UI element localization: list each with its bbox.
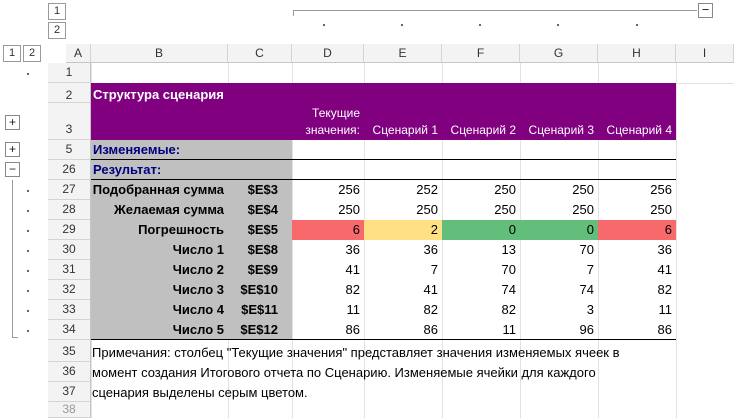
note-line-3: сценария выделены серым цветом. xyxy=(92,385,308,400)
row-header-37[interactable]: 37 xyxy=(48,382,91,402)
value-cell[interactable]: 3 xyxy=(586,302,594,317)
row-header-29[interactable]: 29 xyxy=(48,220,91,240)
value-cell[interactable]: 13 xyxy=(501,242,516,257)
row-header-30[interactable]: 30 xyxy=(48,240,91,260)
result-label[interactable]: Результат: xyxy=(93,162,162,177)
column-header-C[interactable]: C xyxy=(228,44,292,62)
row-outline-dot xyxy=(27,230,29,232)
row-header-33[interactable]: 33 xyxy=(48,300,91,320)
table-bottom-rule xyxy=(91,339,676,340)
column-group-line xyxy=(293,10,697,11)
row-name[interactable]: Число 4 xyxy=(172,302,224,317)
column-header-D[interactable]: D xyxy=(292,44,364,62)
value-cell[interactable]: 82 xyxy=(657,282,672,297)
row-header-3[interactable]: 3 xyxy=(48,103,91,140)
header-current-line1: Текущие xyxy=(312,106,360,120)
row-header-1[interactable]: 1 xyxy=(48,63,91,83)
value-cell[interactable]: 36 xyxy=(657,242,672,257)
header-current-line2: значения: xyxy=(305,123,360,137)
row-ref[interactable]: $E$10 xyxy=(240,282,278,297)
col-outline-dot xyxy=(557,24,559,26)
header-scenario-1: Сценарий 1 xyxy=(372,123,438,137)
changing-label[interactable]: Изменяемые: xyxy=(93,142,181,157)
row-name[interactable]: Погрешность xyxy=(138,222,224,237)
value-cell[interactable]: 74 xyxy=(501,282,516,297)
header-scenario-2: Сценарий 2 xyxy=(450,123,516,137)
value-cell[interactable]: 7 xyxy=(586,262,594,277)
col-outline-dot xyxy=(401,24,403,26)
value-cell[interactable]: 250 xyxy=(494,182,516,197)
col-outline-dot xyxy=(479,24,481,26)
row-name[interactable]: Число 3 xyxy=(172,282,224,297)
row-header-26[interactable]: 26 xyxy=(48,160,91,180)
value-cell[interactable]: 256 xyxy=(338,182,360,197)
column-group-start xyxy=(293,10,294,16)
row-group-expand-button-3[interactable]: + xyxy=(5,115,20,130)
row-outline-dot xyxy=(27,190,29,192)
row-outline-level-1-button[interactable]: 1 xyxy=(3,45,21,62)
value-cell[interactable]: 41 xyxy=(345,262,360,277)
column-header-I[interactable]: I xyxy=(676,44,734,62)
row-outline-dot xyxy=(27,250,29,252)
column-header-F[interactable]: F xyxy=(442,44,520,62)
value-cell[interactable]: 41 xyxy=(423,282,438,297)
value-cell[interactable]: 96 xyxy=(579,322,594,337)
col-outline-dot xyxy=(636,24,638,26)
row-header-34[interactable]: 34 xyxy=(48,320,91,340)
report-note[interactable] xyxy=(92,343,682,403)
error-cell-yellow[interactable]: 2 xyxy=(364,220,442,240)
row-group-collapse-button-26[interactable]: − xyxy=(5,162,20,177)
row-name[interactable]: Подобранная сумма xyxy=(92,182,224,197)
column-header-E[interactable]: E xyxy=(364,44,442,62)
value-cell[interactable]: 11 xyxy=(346,302,360,317)
value-cell[interactable]: 11 xyxy=(658,302,672,317)
value-cell[interactable]: 7 xyxy=(430,262,438,277)
row-header-27[interactable]: 27 xyxy=(48,180,91,200)
row-header-36[interactable]: 36 xyxy=(48,362,91,382)
row-outline-dot xyxy=(27,330,29,332)
value-cell[interactable]: 74 xyxy=(579,282,594,297)
value-cell[interactable]: 250 xyxy=(572,202,594,217)
value-cell[interactable]: 36 xyxy=(345,242,360,257)
header-scenario-4: Сценарий 4 xyxy=(606,123,672,137)
value-cell[interactable]: 82 xyxy=(345,282,360,297)
row-group-expand-button-5[interactable]: + xyxy=(5,142,20,157)
value-cell[interactable]: 250 xyxy=(572,182,594,197)
value-cell[interactable]: 82 xyxy=(501,302,516,317)
value-cell[interactable]: 86 xyxy=(423,322,438,337)
column-header-B[interactable]: B xyxy=(91,44,228,62)
header-scenario-3: Сценарий 3 xyxy=(528,123,594,137)
row-name[interactable]: Число 5 xyxy=(172,322,224,337)
row-header-35[interactable]: 35 xyxy=(48,340,91,362)
value-cell[interactable]: 252 xyxy=(416,182,438,197)
row-outline-dot xyxy=(27,310,29,312)
column-group-collapse-button[interactable]: − xyxy=(698,3,713,18)
error-cell-red[interactable]: 6 xyxy=(292,220,364,240)
row-header-5[interactable]: 5 xyxy=(48,140,91,160)
row-ref[interactable]: $E$8 xyxy=(247,242,278,257)
row-outline-dot xyxy=(27,270,29,272)
row-ref[interactable]: $E$11 xyxy=(241,302,278,317)
row-outline-level-2-button[interactable]: 2 xyxy=(23,45,41,62)
row-ref[interactable]: $E$9 xyxy=(247,262,278,277)
column-header-A[interactable]: A xyxy=(66,44,91,62)
row-outline-dot xyxy=(27,290,29,292)
value-cell[interactable]: 250 xyxy=(650,202,672,217)
value-cell[interactable]: 86 xyxy=(345,322,360,337)
error-cell-red[interactable]: 6 xyxy=(598,220,676,240)
row-ref[interactable]: $E$12 xyxy=(240,322,278,337)
column-header-G[interactable]: G xyxy=(520,44,598,62)
row-ref[interactable]: $E$4 xyxy=(247,202,278,217)
row-name[interactable]: Число 1 xyxy=(172,242,224,257)
report-title[interactable]: Структура сценария xyxy=(93,87,224,102)
col-outline-level-1-button[interactable]: 1 xyxy=(48,3,66,20)
note-line-2: момент создания Итогового отчета по Сценарию. Изменяемые ячейки для каждого xyxy=(92,365,596,380)
error-cell-green[interactable]: 0 xyxy=(442,220,520,240)
value-cell[interactable]: 70 xyxy=(579,242,594,257)
row-outline-dot xyxy=(27,210,29,212)
error-cell-green[interactable]: 0 xyxy=(520,220,598,240)
column-header-H[interactable]: H xyxy=(598,44,676,62)
value-cell[interactable]: 41 xyxy=(657,262,672,277)
row-name[interactable]: Число 2 xyxy=(172,262,224,277)
row-ref[interactable]: $E$5 xyxy=(247,222,278,237)
value-cell[interactable]: 11 xyxy=(502,322,516,337)
row-group-end xyxy=(12,337,18,338)
value-cell[interactable]: 82 xyxy=(423,302,438,317)
value-cell[interactable]: 250 xyxy=(338,202,360,217)
col-outline-level-2-button[interactable]: 2 xyxy=(48,22,66,39)
value-cell[interactable]: 250 xyxy=(494,202,516,217)
row-name[interactable]: Желаемая сумма xyxy=(114,202,224,217)
row-header-38[interactable]: 38 xyxy=(48,402,91,418)
column-outline-bar xyxy=(66,0,734,44)
row-header-32[interactable]: 32 xyxy=(48,280,91,300)
row-outline-dot xyxy=(27,73,29,75)
note-line-1: Примечания: столбец "Текущие значения" представляет значения изменяемых ячеек в xyxy=(92,345,620,360)
value-cell[interactable]: 250 xyxy=(416,202,438,217)
col-outline-dot xyxy=(323,24,325,26)
value-cell[interactable]: 86 xyxy=(657,322,672,337)
value-cell[interactable]: 70 xyxy=(501,262,516,277)
row-group-line xyxy=(12,180,13,337)
row-header-31[interactable]: 31 xyxy=(48,260,91,280)
row-ref[interactable]: $E$3 xyxy=(247,182,278,197)
row-header-2[interactable]: 2 xyxy=(48,83,91,103)
value-cell[interactable]: 256 xyxy=(650,182,672,197)
row-header-28[interactable]: 28 xyxy=(48,200,91,220)
value-cell[interactable]: 36 xyxy=(423,242,438,257)
